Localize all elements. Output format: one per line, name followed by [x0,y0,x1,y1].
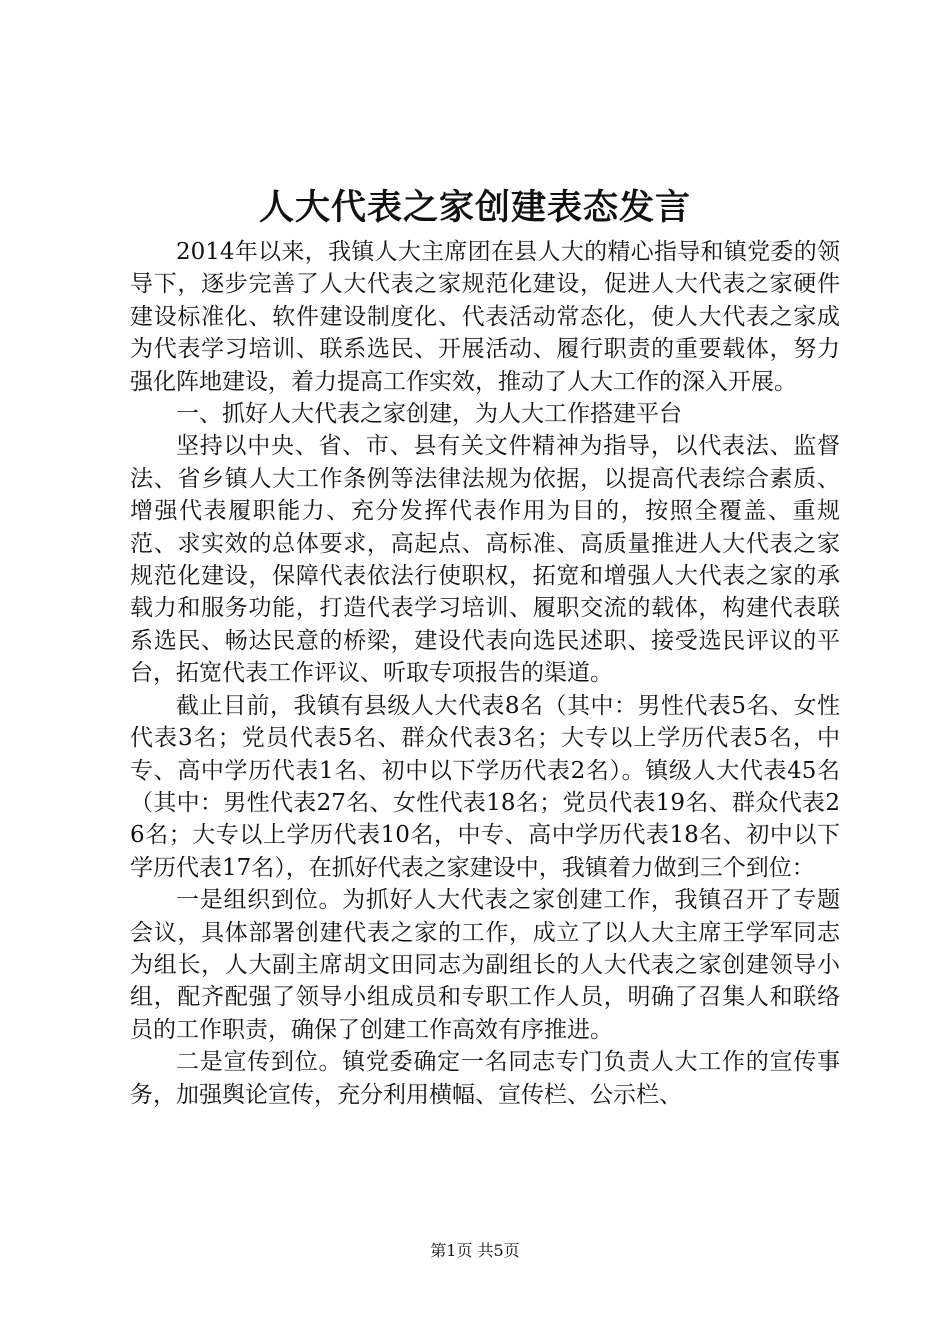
page-number-footer: 第1页 共5页 [430,1241,520,1260]
paragraph-publicity: 二是宣传到位。镇党委确定一名同志专门负责人大工作的宣传事务，加强舆论宣传，充分利用横幅、宣传栏、公示栏、 [130,1049,840,1108]
paragraph-statistics: 截止目前，我镇有县级人大代表8名（其中：男性代表5名、女性代表3名；党员代表5名、群众代表3名；大专以上学历代表5名，中专、高中学历代表1名、初中以下学历代表2名）。镇级人大代表45名（其中：男性代表27名、女性代表18名；党员代表19名、群众代表26名；大专以上学历代表10名，中专、高中学历代表18名、初中以下学历代表17名），在抓好代表之家建设中，我镇着力做到三个到位： [130,692,840,881]
document-title: 人大代表之家创建表态发言 [258,187,691,228]
paragraph-organization: 一是组织到位。为抓好人大代表之家创建工作，我镇召开了专题会议，具体部署创建代表之家的工作，成立了以人大主席王学军同志为组长，人大副主席胡文田同志为副组长的人大代表之家创建领导小组，配齐配强了领导小组成员和专职工作人员，明确了召集人和联络员的工作职责，确保了创建工作高效有序推进。 [130,887,840,1043]
paragraph-intro: 2014年以来，我镇人大主席团在县人大的精心指导和镇党委的领导下，逐步完善了人大代表之家规范化建设，促进人大代表之家硬件建设标准化、软件建设制度化、代表活动常态化，使人大代表之家成为代表学习培训、联系选民、开展活动、履行职责的重要载体，努力强化阵地建设，着力提高工作实效，推动了人大工作的深入开展。 [130,239,840,395]
section-heading-1: 一、抓好人大代表之家创建，为人大工作搭建平台 [176,401,682,428]
document-body [130,236,840,1111]
paragraph-guidance: 坚持以中央、省、市、县有关文件精神为指导，以代表法、监督法、省乡镇人大工作条例等法律法规为依据，以提高代表综合素质、增强代表履职能力、充分发挥代表作用为目的，按照全覆盖、重规范、求实效的总体要求，高起点、高标准、高质量推进人大代表之家规范化建设，保障代表依法行使职权，拓宽和增强人大代表之家的承载力和服务功能，打造代表学习培训、履职交流的载体，构建代表联系选民、畅达民意的桥梁，建设代表向选民述职、接受选民评议的平台，拓宽代表工作评议、听取专项报告的渠道。 [130,433,840,687]
